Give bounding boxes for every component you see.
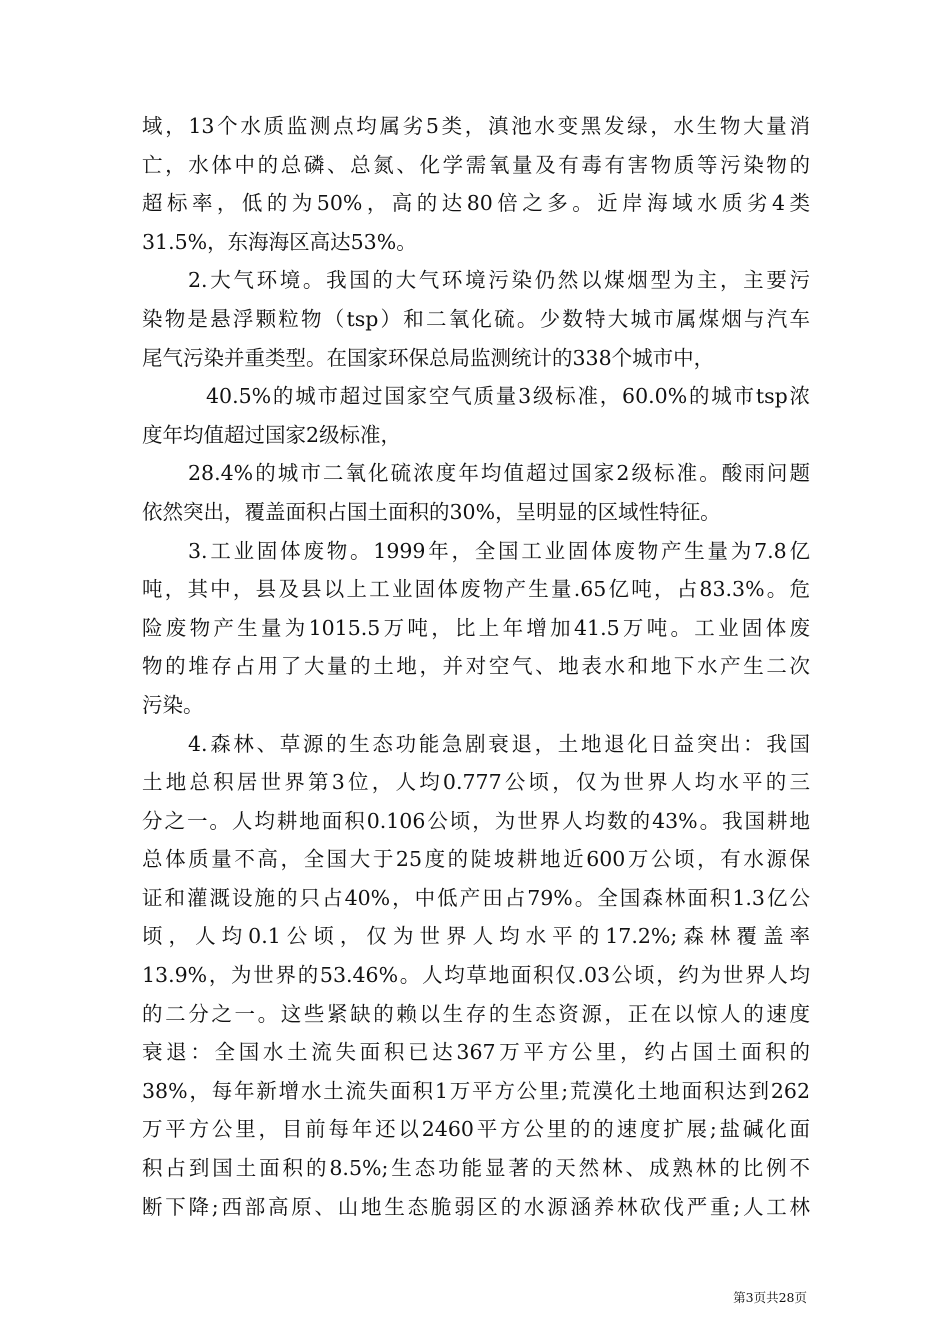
document-body [142, 107, 810, 1226]
text-line: 顷，人均0.1公顷，仅为世界人均水平的17.2%;森林覆盖率 [142, 924, 810, 949]
paragraph-start-line: 40.5%的城市超过国家空气质量3级标准，60.0%的城市tsp浓 [206, 384, 810, 409]
paragraph-start-line: 3.工业固体废物。1999年，全国工业固体废物产生量为7.8亿 [188, 538, 810, 563]
paragraph-start-line: 28.4%的城市二氧化硫浓度年均值超过国家2级标准。酸雨问题 [188, 461, 810, 486]
text-line: 污染。 [142, 692, 204, 717]
text-line: 土地总积居世界第3位，人均0.777公顷，仅为世界人均水平的三 [142, 770, 810, 795]
text-line: 断下降;西部高原、山地生态脆弱区的水源涵养林砍伐严重;人工林 [142, 1194, 810, 1219]
text-line: 依然突出，覆盖面积占国土面积的30%，呈明显的区域性特征。 [142, 499, 721, 524]
text-line: 尾气污染并重类型。在国家环保总局监测统计的338个城市中， [142, 345, 715, 370]
paragraph-start-line: 2.大气环境。我国的大气环境污染仍然以煤烟型为主，主要污 [188, 268, 810, 293]
text-line: 积占到国土面积的8.5%;生态功能显著的天然林、成熟林的比例不 [142, 1156, 810, 1181]
text-line: 物的堆存占用了大量的土地，并对空气、地表水和地下水产生二次 [142, 654, 810, 679]
text-line: 38%，每年新增水土流失面积1万平方公里;荒漠化土地面积达到262 [142, 1078, 810, 1103]
paragraph-start-line: 4.森林、草源的生态功能急剧衰退，土地退化日益突出：我国 [188, 731, 810, 756]
text-line: 总体质量不高，全国大于25度的陡坡耕地近600万公顷，有水源保 [142, 847, 810, 872]
text-line: 亡，水体中的总磷、总氮、化学需氧量及有毒有害物质等污染物的 [142, 152, 810, 177]
text-line: 分之一。人均耕地面积0.106公顷，为世界人均数的43%。我国耕地 [142, 808, 810, 833]
text-line: 的二分之一。这些紧缺的赖以生存的生态资源，正在以惊人的速度 [142, 1001, 810, 1026]
page-number-footer: 第3页共28页 [733, 1290, 807, 1305]
text-line: 13.9%，为世界的53.46%。人均草地面积仅.03公顷，约为世界人均 [142, 963, 810, 988]
text-line: 万平方公里，目前每年还以2460平方公里的的速度扩展;盐碱化面 [142, 1117, 810, 1142]
text-line: 吨，其中，县及县以上工业固体废物产生量.65亿吨，占83.3%。危 [142, 577, 810, 602]
text-line: 域，13个水质监测点均属劣5类，滇池水变黑发绿，水生物大量消 [142, 114, 810, 138]
text-line: 染物是悬浮颗粒物（tsp）和二氧化硫。少数特大城市属煤烟与汽车 [142, 306, 810, 331]
text-line: 度年均值超过国家2级标准， [142, 422, 402, 447]
text-line: 超标率，低的为50%，高的达80倍之多。近岸海域水质劣4类 [142, 191, 810, 216]
text-line: 险废物产生量为1015.5万吨，比上年增加41.5万吨。工业固体废 [142, 615, 810, 640]
text-line: 证和灌溉设施的只占40%，中低产田占79%。全国森林面积1.3亿公 [142, 885, 810, 910]
text-line: 衰退：全国水土流失面积已达367万平方公里，约占国土面积的 [142, 1040, 810, 1065]
text-line: 31.5%，东海海区高达53%。 [142, 229, 417, 254]
